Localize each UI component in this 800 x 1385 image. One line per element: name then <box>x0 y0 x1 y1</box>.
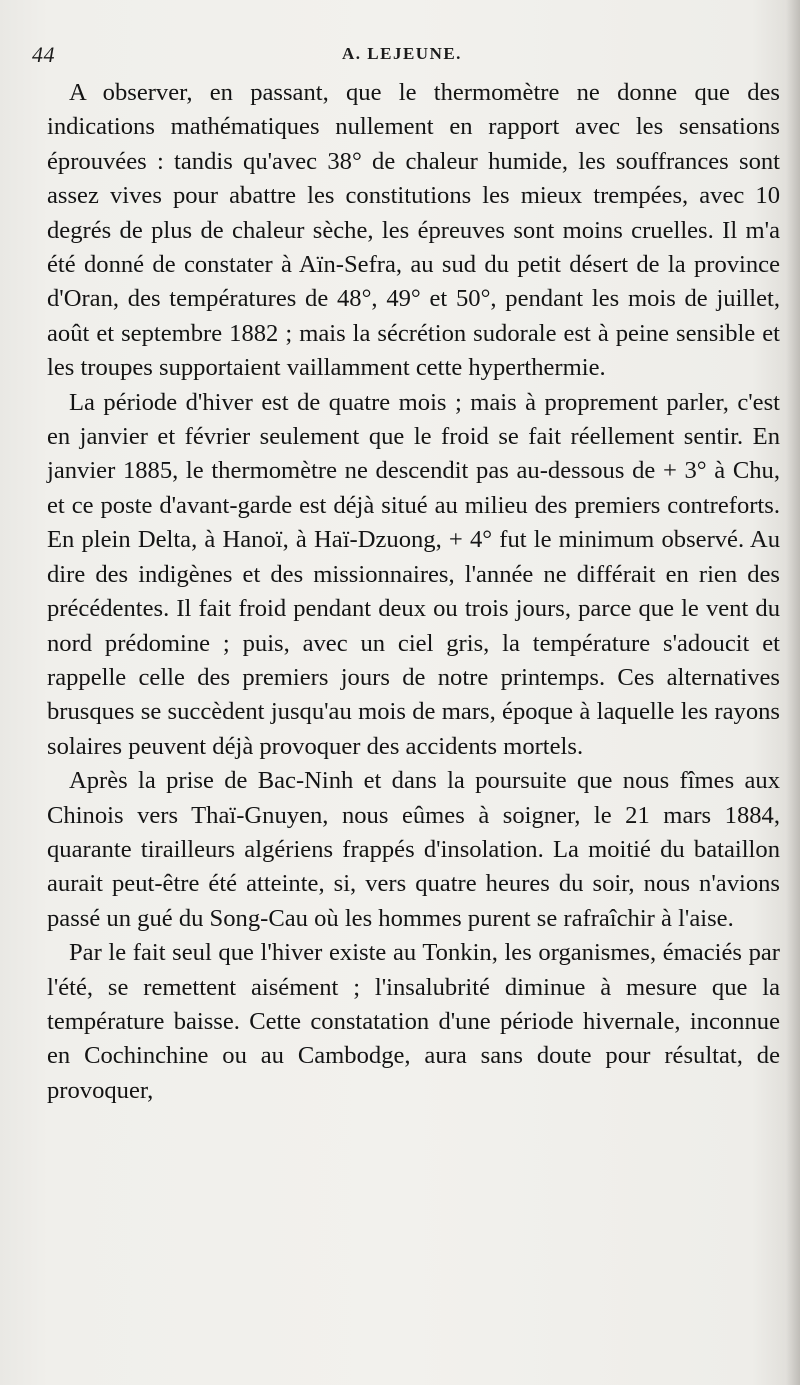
running-head: A. LEJEUNE. <box>342 44 462 63</box>
paragraph-thermometer: A observer, en passant, que le thermomètre ne donne que des indications mathématiques nullement en rapport avec les sensations éprouvées : tandis qu'avec 38° de chaleur humide, les souffrances sont assez vives pour abattre les constitutions les mieux trempées, avec 10 degrés de plus de chaleur sèche, les épreuves sont moins cruelles. Il m'a été donné de constater à Aïn-Sefra, au sud du petit désert de la province d'Oran, des températures de 48°, 49° et 50°, pendant les mois de juillet, août et septembre 1882 ; mais la sécrétion sudorale est à peine sensible et les troupes supportaient vaillamment cette hyperthermie. <box>47 79 780 382</box>
body-text <box>47 76 780 1108</box>
page-header <box>32 38 780 72</box>
paragraph-hivernal: Par le fait seul que l'hiver existe au Tonkin, les organismes, émaciés par l'été, se remettent aisément ; l'insalubrité diminue à mesure que la température baisse. Cette constatation d'une période hivernale, inconnue en Cochinchine ou au Cambodge, aura sans doute pour résultat, de provoquer, <box>47 939 780 1104</box>
page-number: 44 <box>32 42 55 67</box>
paragraph-bac-ninh: Après la prise de Bac-Ninh et dans la poursuite que nous fîmes aux Chinois vers Thaï-Gnuyen, nous eûmes à soigner, le 21 mars 1884, quarante tirailleurs algériens frappés d'insolation. La moitié du bataillon aurait peut-être été atteinte, si, vers quatre heures du soir, nous n'avions passé un gué du Song-Cau où les hommes purent se rafraîchir à l'aise. <box>47 767 780 932</box>
paragraph-winter-period: La période d'hiver est de quatre mois ; mais à proprement parler, c'est en janvier et février seulement que le froid se fait réellement sentir. En janvier 1885, le thermomètre ne descendit pas au-dessous de + 3° à Chu, et ce poste d'avant-garde est déjà situé au milieu des premiers contreforts. En plein Delta, à Hanoï, à Haï-Dzuong, + 4° fut le minimum observé. Au dire des indigènes et des missionnaires, l'année ne différait en rien des précédentes. Il fait froid pendant deux ou trois jours, parce que le vent du nord prédomine ; puis, avec un ciel gris, la température s'adoucit et rappelle celle des premiers jours de notre printemps. Ces alternatives brusques se succèdent jusqu'au mois de mars, époque à laquelle les rayons solaires peuvent déjà provoquer des accidents mortels. <box>47 388 780 760</box>
page-edge-shadow <box>786 0 800 1385</box>
